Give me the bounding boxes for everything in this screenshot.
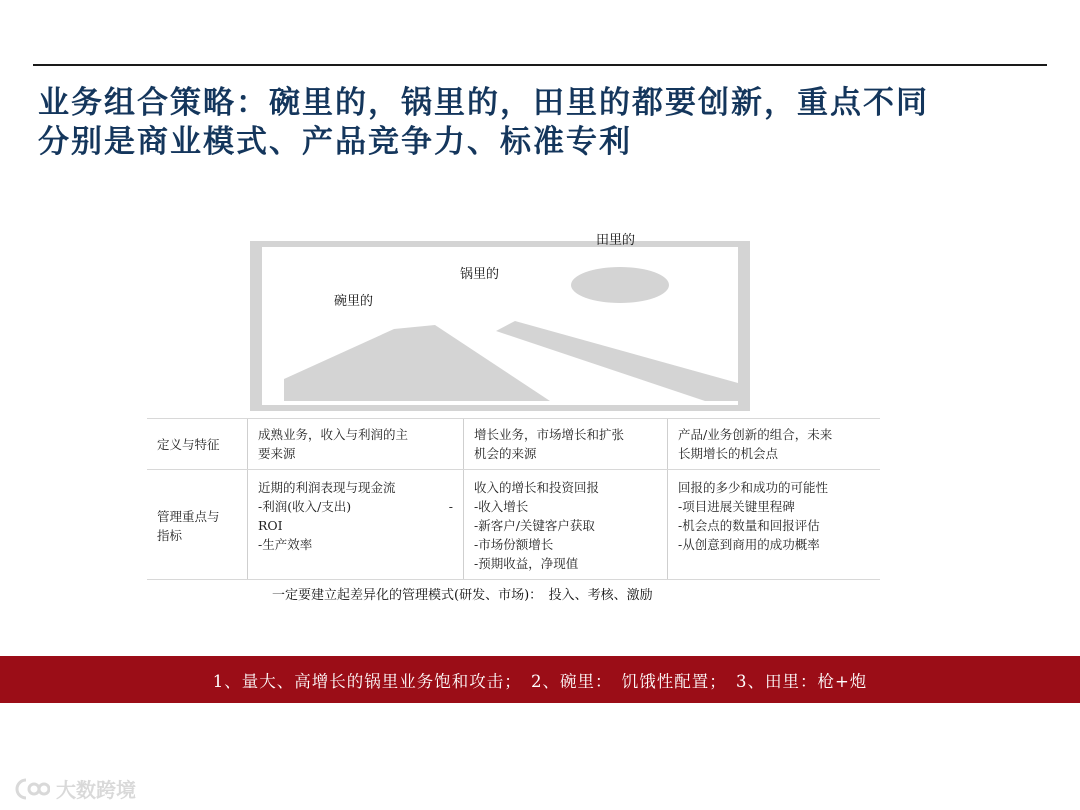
cell-line: ROI [258,518,283,533]
cell-wan-management [248,470,464,580]
strategy-matrix [147,418,880,580]
cell-line: -生产效率 [258,537,313,552]
cell-line [258,497,453,516]
cell-line: 收入的增长和投资回报 [474,480,600,495]
cell-tian-management [668,470,881,580]
cell-line: -新客户/关键客户获取 [474,518,595,533]
cell-line: -市场份额增长 [474,537,554,552]
cell-tian-definition [668,419,881,470]
cell-line: -项目进展关键里程碑 [678,499,795,514]
cell-line: 产品/业务创新的组合，未来 [678,427,833,442]
summary-banner [0,656,1080,703]
cell-line-left: -利润(收入/支出) [258,499,352,514]
row-head-definition: 定义与特征 [147,419,248,470]
bowl-pot-field-illustration [250,241,750,411]
cell-guo-management [464,470,668,580]
cell-guo-definition [464,419,668,470]
cell-line: -预期收益，净现值 [474,556,579,571]
cell-line-right: - [448,499,453,514]
label-guo: 锅里的 [460,267,500,282]
cell-line: -从创意到商用的成功概率 [678,537,820,552]
cell-line: 要来源 [258,446,296,461]
watermark-text: 大数跨境 [56,778,136,802]
cell-line: 管理重点与 [157,508,220,524]
table-row-definition [147,419,880,470]
row-head-management [147,470,248,580]
watermark-logo-icon [14,777,50,801]
slide-title [38,84,998,162]
management-footnote: 一定要建立起差异化的管理模式(研发、市场)： 投入、考核、激励 [272,588,653,603]
cell-line: 长期增长的机会点 [678,446,779,461]
cell-line: 增长业务，市场增长和扩张 [474,427,625,442]
top-divider [33,64,1047,66]
label-tian: 田里的 [596,233,636,248]
landscape-graphic [250,241,750,411]
cell-line: 成熟业务，收入与利润的主 [258,427,409,442]
title-line-2: 分别是商业模式、产品竞争力、标准专利 [38,124,632,160]
watermark [14,774,136,803]
cell-line: 指标 [157,527,183,543]
cell-line: 回报的多少和成功的可能性 [678,480,829,495]
cell-line: -机会点的数量和回报评估 [678,518,820,533]
banner-text: 1、量大、高增长的锅里业务饱和攻击； 2、碗里： 饥饿性配置； 3、田里：枪+炮 [212,671,868,691]
cell-line: 近期的利润表现与现金流 [258,480,396,495]
title-line-1: 业务组合策略：碗里的，锅里的，田里的都要创新，重点不同 [38,85,929,121]
cell-wan-definition [248,419,464,470]
cell-line: -收入增长 [474,499,529,514]
sun-ellipse [571,267,669,303]
table-row-management [147,470,880,580]
label-wan: 碗里的 [334,294,374,309]
cell-line: 机会的来源 [474,446,537,461]
